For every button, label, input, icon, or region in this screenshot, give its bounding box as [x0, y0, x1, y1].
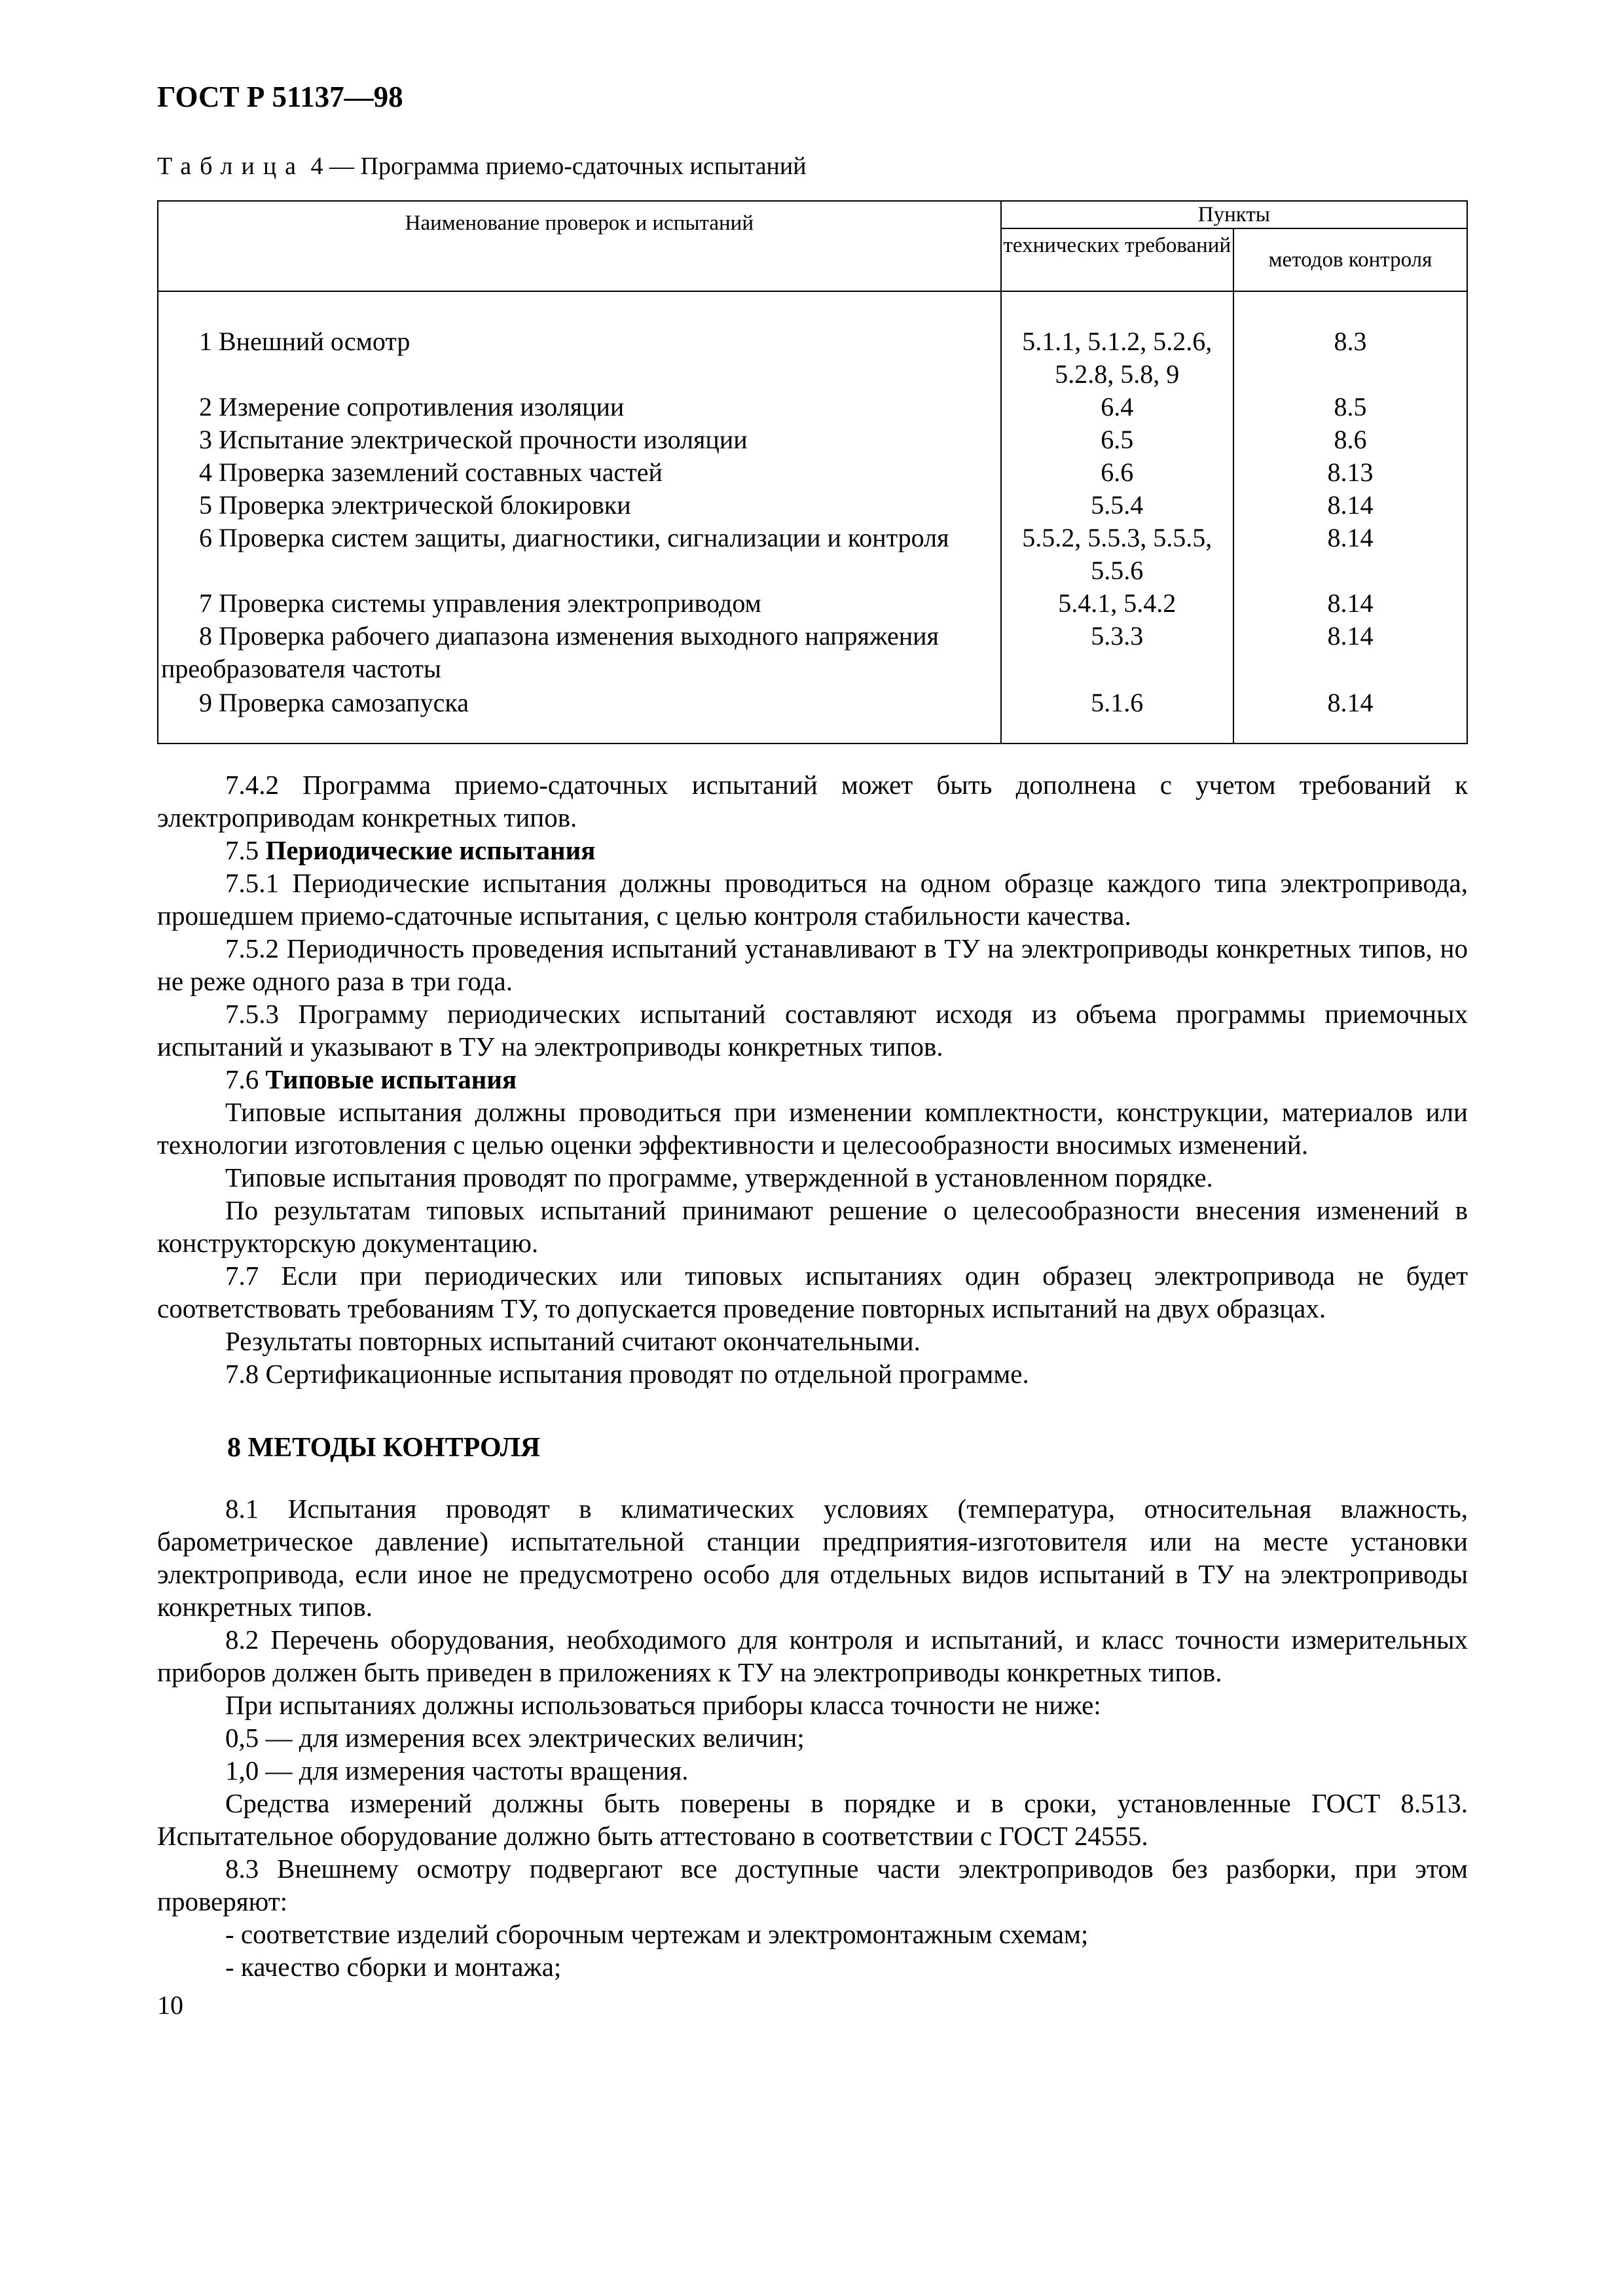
table-row	[158, 687, 1467, 744]
paragraph-7-4-2: 7.4.2 Программа приемо-сдаточных испытаний может быть дополнена с учетом требований к электроприводам конкретных типов.	[157, 770, 1468, 833]
paragraph-8-2: 8.2 Перечень оборудования, необходимого для контроля и испытаний, и класс точности измерительных приборов должен быть приведен в приложениях к ТУ на электроприводы конкретных типов.	[157, 1624, 1468, 1687]
table-row	[158, 620, 1467, 685]
row-methods: 8.14	[1233, 587, 1467, 620]
row-name: 7 Проверка системы управления электроприводом	[158, 587, 1001, 620]
paragraph-7-7: 7.7 Если при периодических или типовых испытаниях один образец электропривода не будет соответствовать требованиям ТУ, то допускается проведение повторных испытаний на двух образцах.	[157, 1261, 1468, 1323]
body-text-block-2	[157, 1492, 1468, 1983]
row-methods: 8.14	[1233, 620, 1467, 685]
row-methods: 8.13	[1233, 456, 1467, 489]
paragraph-7-6-c: По результатам типовых испытаний принимают решение о целесообразности внесения изменений в конструкторскую документацию.	[157, 1195, 1468, 1258]
table-caption-word: Таблица	[157, 152, 305, 180]
row-name-cell	[158, 620, 1001, 685]
row-methods: 8.14	[1233, 522, 1467, 587]
table-row	[158, 522, 1467, 587]
heading-7-5	[157, 834, 1468, 867]
row-name: 3 Испытание электрической прочности изоляции	[158, 423, 1001, 456]
list-item: - качество сборки и монтажа;	[225, 1952, 562, 1982]
paragraph-7-5-3: 7.5.3 Программу периодических испытаний составляют исходя из объема программы приемочных испытаний и указывают в ТУ на электроприводы конкретных типов.	[157, 999, 1468, 1062]
row-methods: 8.3	[1233, 325, 1467, 391]
paragraph-8-1: 8.1 Испытания проводят в климатических условиях (температура, относительная влажность, барометрическое давление) испытательной станции предприятия-изготовителя или на месте установки электропривода, если иное не предусмотрено особо для отдельных видов испытаний в ТУ на электроприводы конкретных типов.	[157, 1494, 1468, 1622]
row-tech: 5.5.4	[1001, 489, 1233, 522]
paragraph-8-2-b: При испытаниях должны использоваться приборы класса точности не ниже:	[225, 1690, 1101, 1720]
row-tech: 5.1.6	[1001, 687, 1233, 744]
paragraph-7-6-a: Типовые испытания должны проводиться при изменении комплектности, конструкции, материалов или технологии изготовления с целью оценки эффективности и целесообразности вносимых изменений.	[157, 1097, 1468, 1160]
paragraph-7-6-b: Типовые испытания проводят по программе, утвержденной в установленном порядке.	[225, 1162, 1213, 1193]
paragraph-7-8: 7.8 Сертификационные испытания проводят по отдельной программе.	[225, 1359, 1029, 1389]
table-caption-text: 4 — Программа приемо-сдаточных испытаний	[310, 152, 807, 180]
test-program-table	[157, 200, 1468, 744]
paragraph-8-2-c: 0,5 — для измерения всех электрических величин;	[225, 1723, 805, 1753]
table-row	[158, 489, 1467, 522]
row-methods: 8.14	[1233, 687, 1467, 744]
paragraph-8-3: 8.3 Внешнему осмотру подвергают все доступные части электроприводов без разборки, при этом проверяют:	[157, 1854, 1468, 1916]
page-number: 10	[157, 1990, 183, 2020]
paragraph-7-5-2: 7.5.2 Периодичность проведения испытаний устанавливают в ТУ на электроприводы конкретных типов, но не реже одного раза в три года.	[157, 933, 1468, 996]
row-name: 6 Проверка систем защиты, диагностики, сигнализации и контроля	[158, 522, 1001, 587]
table-row	[158, 325, 1467, 391]
row-methods: 8.14	[1233, 489, 1467, 522]
heading-7-6-title: Типовые испытания	[265, 1064, 517, 1094]
section-8-title: 8 МЕТОДЫ КОНТРОЛЯ	[227, 1433, 541, 1463]
row-name: 9 Проверка самозапуска	[158, 687, 1001, 744]
heading-7-5-number: 7.5	[225, 835, 259, 865]
row-tech: 6.5	[1001, 423, 1233, 456]
header-methods: методов контроля	[1233, 228, 1467, 291]
row-tech: 5.3.3	[1001, 620, 1233, 685]
table-caption	[157, 152, 807, 181]
table-row	[158, 423, 1467, 456]
table-row	[158, 391, 1467, 423]
row-tech: 5.5.2, 5.5.3, 5.5.5, 5.5.6	[1001, 522, 1233, 587]
row-name: 8 Проверка рабочего диапазона изменения выходного напряжения	[199, 621, 939, 651]
body-text-block-1	[157, 768, 1468, 1390]
table-row	[158, 587, 1467, 620]
header-name: Наименование проверок и испытаний	[158, 201, 1001, 291]
document-header: ГОСТ Р 51137—98	[157, 81, 403, 113]
row-name: 5 Проверка электрической блокировки	[158, 489, 1001, 522]
heading-7-5-title: Периодические испытания	[265, 835, 596, 865]
paragraph-8-2-e: Средства измерений должны быть поверены в порядке и в сроки, установленные ГОСТ 8.513. Испытательное оборудование должно быть аттестовано в соответствии с ГОСТ 24555.	[157, 1788, 1468, 1851]
header-tech: технических требований	[1001, 228, 1233, 291]
row-methods: 8.6	[1233, 423, 1467, 456]
row-name: 1 Внешний осмотр	[158, 325, 1001, 391]
row-name: 2 Измерение сопротивления изоляции	[158, 391, 1001, 423]
row-name: 4 Проверка заземлений составных частей	[158, 456, 1001, 489]
row-methods: 8.5	[1233, 391, 1467, 423]
row-tech: 5.1.1, 5.1.2, 5.2.6, 5.2.8, 5.8, 9	[1001, 325, 1233, 391]
row-tech: 6.6	[1001, 456, 1233, 489]
table-row	[158, 456, 1467, 489]
list-item: - соответствие изделий сборочным чертежам и электромонтажным схемам;	[225, 1919, 1089, 1949]
paragraph-7-5-1: 7.5.1 Периодические испытания должны проводиться на одном образце каждого типа электропривода, прошедшем приемо-сдаточные испытания, с целью контроля стабильности качества.	[157, 868, 1468, 931]
paragraph-8-2-d: 1,0 — для измерения частоты вращения.	[225, 1755, 689, 1785]
row-tech: 6.4	[1001, 391, 1233, 423]
row-tech: 5.4.1, 5.4.2	[1001, 587, 1233, 620]
paragraph-7-7-b: Результаты повторных испытаний считают окончательными.	[225, 1326, 921, 1356]
heading-7-6-number: 7.6	[225, 1064, 259, 1094]
header-points: Пункты	[1001, 201, 1467, 228]
row-name-continuation: преобразователя частоты	[161, 654, 441, 683]
heading-7-6	[157, 1063, 1468, 1096]
